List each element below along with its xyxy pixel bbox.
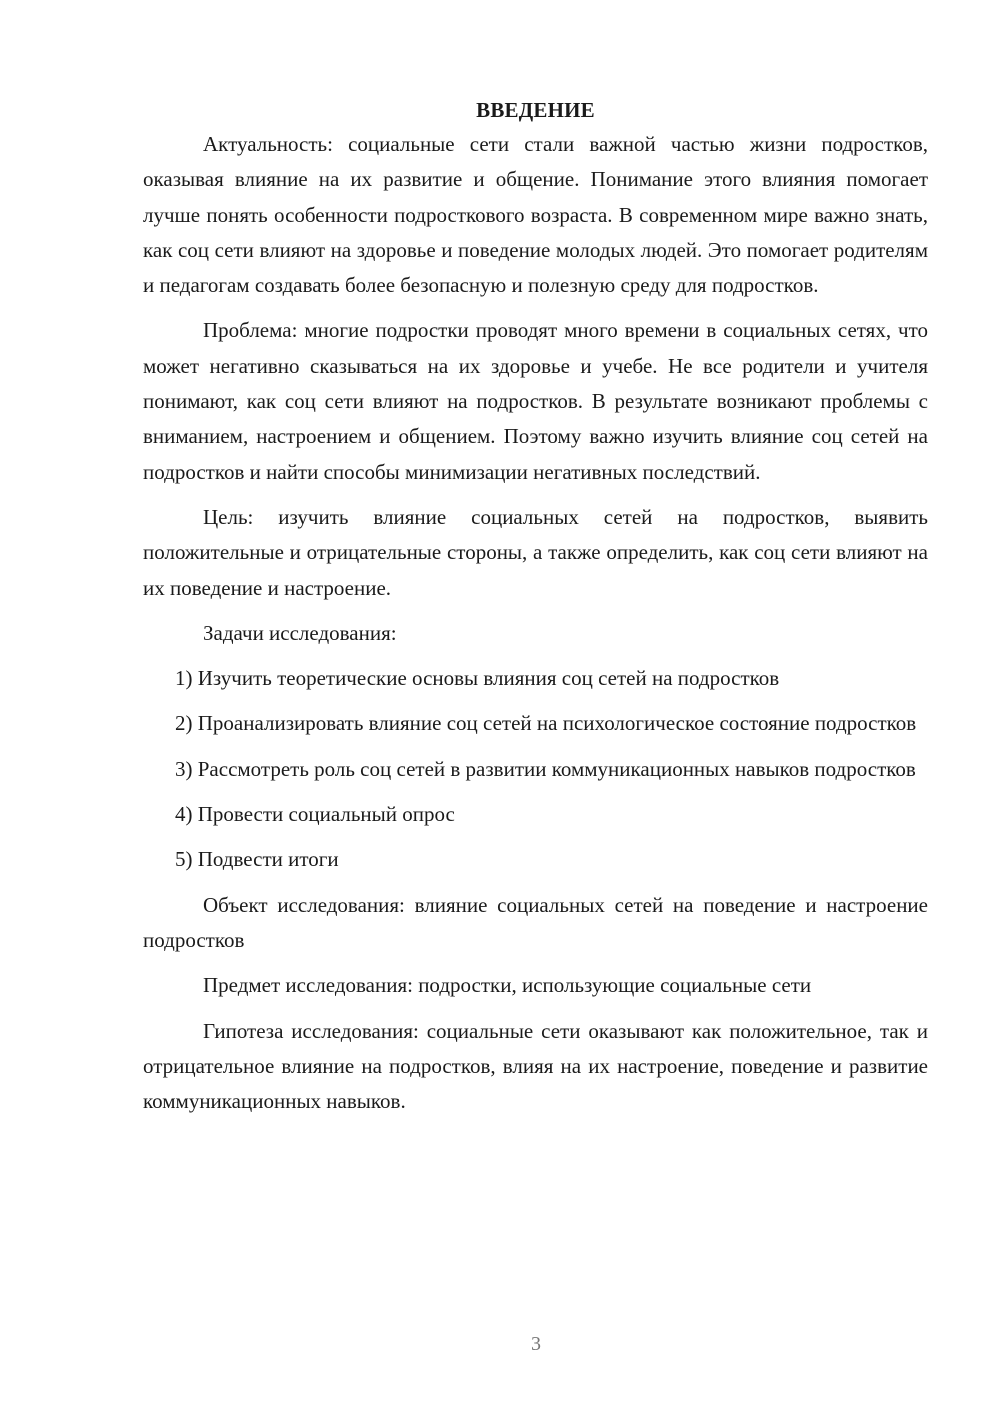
- hypothesis-paragraph: Гипотеза исследования: социальные сети оказывают как положительное, так и отрицательное влияние на подростков, влияя на их настроение, поведение и развитие коммуникационных навыков.: [143, 1018, 928, 1114]
- object-paragraph: Объект исследования: влияние социальных сетей на поведение и настроение подростков: [143, 892, 928, 952]
- goal-paragraph: Цель: изучить влияние социальных сетей на подростков, выявить положительные и отрицательные стороны, а также определить, как соц сети влияют на их поведение и настроение.: [143, 504, 928, 600]
- problem-paragraph: Проблема: многие подростки проводят много времени в социальных сетях, что может негативно сказываться на их здоровье и учебе. Не все родители и учителя понимают, как соц сети влияют на подростков. В результате возникают проблемы с вниманием, настроением и общением. Поэтому важно изучить влияние соц сетей на подростков и найти способы минимизации негативных последствий.: [143, 318, 928, 484]
- page-title: ВВЕДЕНИЕ: [476, 98, 595, 122]
- subject-paragraph: Предмет исследования: подростки, использующие социальные сети: [203, 973, 812, 998]
- tasks-heading: Задачи исследования:: [203, 620, 397, 645]
- page-number: 3: [531, 1333, 541, 1355]
- task-item-3: 3) Рассмотреть роль соц сетей в развитии коммуникационных навыков подростков: [175, 756, 916, 781]
- task-item-2: 2) Проанализировать влияние соц сетей на психологическое состояние подростков: [175, 711, 917, 736]
- task-item-5: 5) Подвести итоги: [175, 847, 339, 872]
- task-item-4: 4) Провести социальный опрос: [175, 802, 455, 827]
- task-item-1: 1) Изучить теоретические основы влияния соц сетей на подростков: [175, 666, 780, 691]
- relevance-paragraph: Актуальность: социальные сети стали важной частью жизни подростков, оказывая влияние на их развитие и общение. Понимание этого влияния помогает лучше понять особенности подросткового возраста. В современном мире важно знать, как соц сети влияют на здоровье и поведение молодых людей. Это помогает родителям и педагогам создавать более безопасную и полезную среду для подростков.: [143, 132, 928, 298]
- document-page: [143, 93, 928, 1129]
